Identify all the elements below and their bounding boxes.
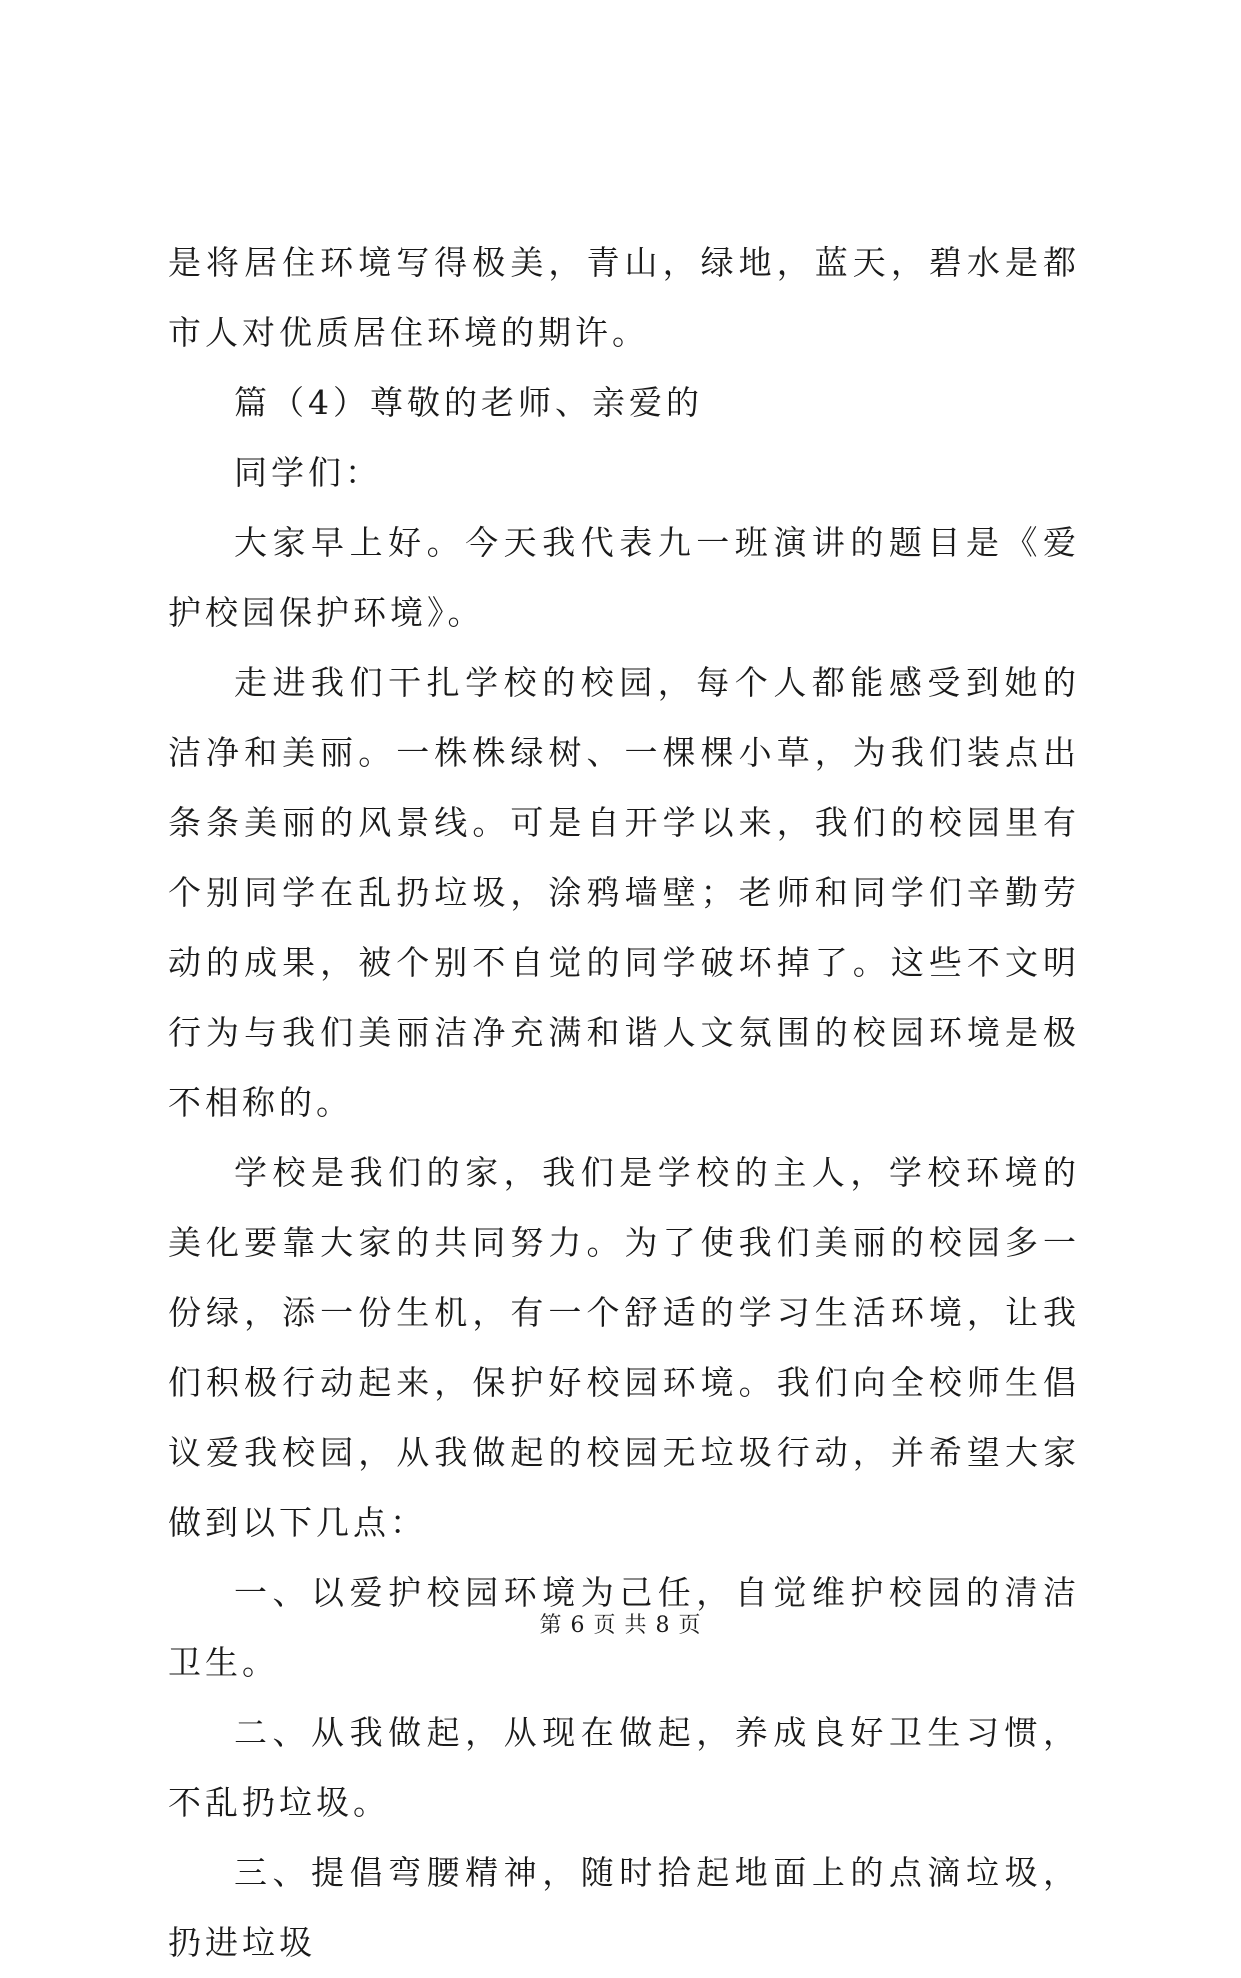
list-item-point-3: 三、提倡弯腰精神，随时拾起地面上的点滴垃圾，扔进垃圾: [168, 1853, 1080, 1962]
paragraph-greeting: 大家早上好。今天我代表九一班演讲的题目是《爱护校园保护环境》。: [168, 523, 1080, 632]
paragraph-proposal: 学校是我们的家，我们是学校的主人，学校环境的美化要靠大家的共同努力。为了使我们美丽的校园多一份绿，添一份生机，有一个舒适的学习生活环境，让我们积极行动起来，保护好校园环境。我们向全校师生倡议爱我校园，从我做起的校园无垃圾行动，并希望大家做到以下几点：: [168, 1153, 1080, 1542]
paragraph-continuation: 是将居住环境写得极美，青山，绿地，蓝天，碧水是都市人对优质居住环境的期许。: [168, 243, 1080, 352]
list-item-point-2: 二、从我做起，从现在做起，养成良好卫生习惯，不乱扔垃圾。: [168, 1713, 1080, 1822]
paragraph-section-heading: 篇（4）尊敬的老师、亲爱的: [234, 383, 703, 422]
paragraph-campus-description: 走进我们干扎学校的校园，每个人都能感受到她的洁净和美丽。一株株绿树、一棵棵小草，为我们装点出条条美丽的风景线。可是自开学以来，我们的校园里有个别同学在乱扔垃圾，涂鸦墙壁；老师和同学们辛勤劳动的成果，被个别不自觉的同学破坏掉了。这些不文明行为与我们美丽洁净充满和谐人文氛围的校园环境是极不相称的。: [168, 663, 1080, 1122]
paragraph-salutation: 同学们：: [234, 453, 382, 492]
page-number-footer: 第 6 页 共 8 页: [539, 1613, 702, 1638]
list-item-point-1: 一、以爱护校园环境为己任，自觉维护校园的清洁卫生。: [168, 1573, 1080, 1682]
document-body: [168, 228, 1080, 1978]
